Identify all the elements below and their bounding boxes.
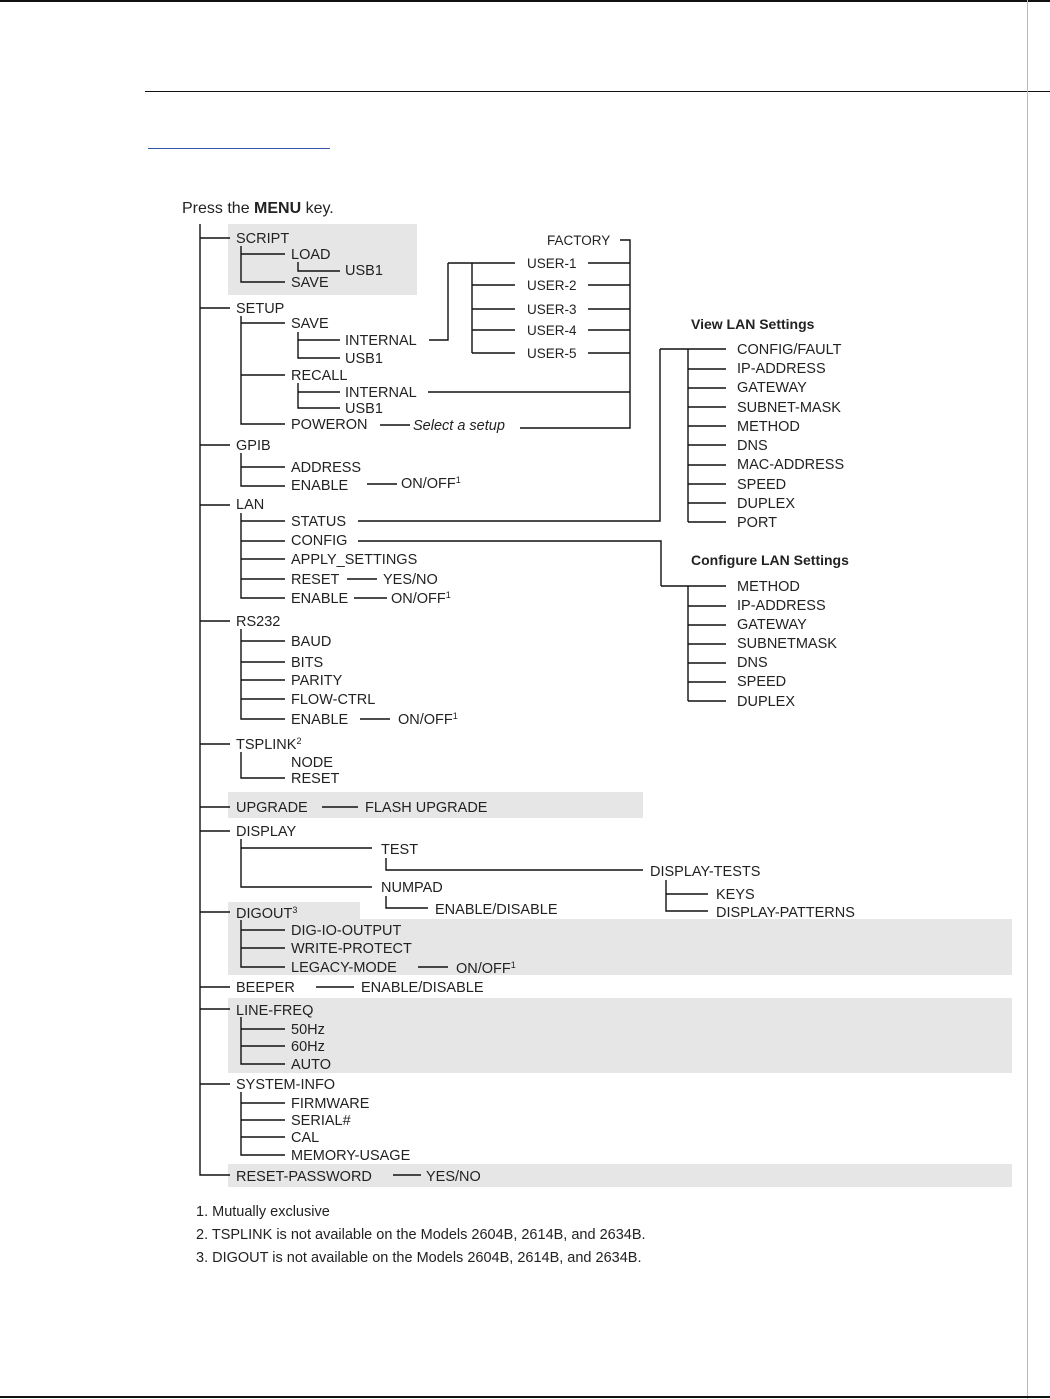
config-lan-item: DNS <box>737 655 768 671</box>
menu-gpib-address: ADDRESS <box>291 460 362 476</box>
view-lan-item: SPEED <box>737 477 787 493</box>
menu-rs232-flow-ctrl: FLOW-CTRL <box>291 692 376 708</box>
menu-serial: SERIAL# <box>291 1113 351 1129</box>
view-lan-item: PORT <box>737 515 778 531</box>
menu-line-freq-50hz: 50Hz <box>291 1022 325 1038</box>
menu-setup: SETUP <box>236 301 285 317</box>
menu-setup-save-usb1: USB1 <box>345 351 383 367</box>
menu-lan-config: CONFIG <box>291 533 348 549</box>
menu-lan-apply-settings: APPLY_SETTINGS <box>291 552 418 568</box>
menu-rs232-enable: ENABLE <box>291 712 349 728</box>
setup-user-4: USER-4 <box>527 323 577 338</box>
menu-rs232-parity: PARITY <box>291 673 343 689</box>
menu-setup-poweron: POWERON <box>291 417 368 433</box>
menu-lan: LAN <box>236 497 265 513</box>
menu-display-test: TEST <box>381 842 419 858</box>
menu-system-info: SYSTEM-INFO <box>236 1077 336 1093</box>
setup-user-2: USER-2 <box>527 278 577 293</box>
menu-display-tests: DISPLAY-TESTS <box>650 864 761 880</box>
setup-user-3: USER-3 <box>527 302 577 317</box>
menu-lan-onoff: ON/OFF$^1$ <box>391 590 451 607</box>
config-lan-item: METHOD <box>737 579 800 595</box>
view-lan-heading: View LAN Settings <box>691 316 815 332</box>
menu-rs232-onoff: ON/OFF$^1$ <box>398 711 458 728</box>
menu-beeper: BEEPER <box>236 980 295 996</box>
setup-user-1: USER-1 <box>527 256 577 271</box>
menu-line-freq-auto: AUTO <box>291 1057 332 1073</box>
menu-legacy-onoff: ON/OFF$^1$ <box>456 960 516 977</box>
menu-script-save: SAVE <box>291 275 329 291</box>
setup-user-5: USER-5 <box>527 346 577 361</box>
select-a-setup: Select a setup <box>413 418 505 434</box>
menu-display: DISPLAY <box>236 824 297 840</box>
config-lan-item: SPEED <box>737 674 787 690</box>
menu-setup-recall: RECALL <box>291 368 348 384</box>
menu-display-patterns: DISPLAY-PATTERNS <box>716 905 855 921</box>
menu-dig-io-output: DIG-IO-OUTPUT <box>291 923 402 939</box>
menu-lan-enable: ENABLE <box>291 591 349 607</box>
config-lan-item: SUBNETMASK <box>737 636 837 652</box>
menu-write-protect: WRITE-PROTECT <box>291 941 412 957</box>
view-lan-item: MAC-ADDRESS <box>737 457 845 473</box>
menu-rs232: RS232 <box>236 614 281 630</box>
setup-factory: FACTORY <box>547 233 611 248</box>
menu-setup-save-internal: INTERNAL <box>345 333 417 349</box>
menu-line-freq-60hz: 60Hz <box>291 1039 325 1055</box>
menu-lan-status: STATUS <box>291 514 347 530</box>
menu-script-usb1: USB1 <box>345 263 383 279</box>
menu-tsplink: TSPLINK$^2$ <box>236 736 302 753</box>
menu-script: SCRIPT <box>236 231 290 247</box>
menu-reset-password-yesno: YES/NO <box>426 1169 481 1185</box>
menu-firmware: FIRMWARE <box>291 1096 370 1112</box>
menu-rs232-bits: BITS <box>291 655 324 671</box>
menu-tsplink-node: NODE <box>291 755 333 771</box>
config-lan-heading: Configure LAN Settings <box>691 552 849 568</box>
menu-reset-password: RESET-PASSWORD <box>236 1169 372 1185</box>
menu-lan-reset-yesno: YES/NO <box>383 572 438 588</box>
menu-script-load: LOAD <box>291 247 331 263</box>
intro-text: Press the MENU key. <box>182 200 334 217</box>
menu-tsplink-reset: RESET <box>291 771 340 787</box>
menu-display-keys: KEYS <box>716 887 755 903</box>
view-lan-item: GATEWAY <box>737 380 807 396</box>
view-lan-item: DNS <box>737 438 768 454</box>
menu-cal: CAL <box>291 1130 320 1146</box>
view-lan-item: IP-ADDRESS <box>737 361 826 377</box>
menu-gpib: GPIB <box>236 438 271 454</box>
menu-beeper-enable-disable: ENABLE/DISABLE <box>361 980 484 996</box>
menu-numpad-enable-disable: ENABLE/DISABLE <box>435 902 558 918</box>
linefreq-shade <box>228 998 1012 1073</box>
menu-rs232-baud: BAUD <box>291 634 332 650</box>
footnote: 2. TSPLINK is not available on the Models 2604B, 2614B, and 2634B. <box>196 1227 646 1243</box>
menu-lan-reset: RESET <box>291 572 340 588</box>
menu-gpib-onoff: ON/OFF$^1$ <box>401 475 461 492</box>
menu-upgrade: UPGRADE <box>236 800 308 816</box>
view-lan-item: METHOD <box>737 419 800 435</box>
config-lan-item: IP-ADDRESS <box>737 598 826 614</box>
menu-setup-recall-usb1: USB1 <box>345 401 383 417</box>
menu-legacy-mode: LEGACY-MODE <box>291 960 397 976</box>
menu-display-numpad: NUMPAD <box>381 880 443 896</box>
view-lan-item: SUBNET-MASK <box>737 400 841 416</box>
footnote: 1. Mutually exclusive <box>196 1204 330 1220</box>
config-lan-item: DUPLEX <box>737 694 796 710</box>
config-lan-item: GATEWAY <box>737 617 807 633</box>
footnote: 3. DIGOUT is not available on the Models 2604B, 2614B, and 2634B. <box>196 1250 642 1266</box>
menu-digout: DIGOUT$^3$ <box>236 905 298 922</box>
menu-gpib-enable: ENABLE <box>291 478 349 494</box>
menu-line-freq: LINE-FREQ <box>236 1003 314 1019</box>
menu-setup-recall-internal: INTERNAL <box>345 385 417 401</box>
view-lan-item: CONFIG/FAULT <box>737 342 842 358</box>
menu-memory-usage: MEMORY-USAGE <box>291 1148 411 1164</box>
menu-flash-upgrade: FLASH UPGRADE <box>365 800 488 816</box>
view-lan-item: DUPLEX <box>737 496 796 512</box>
menu-setup-save: SAVE <box>291 316 329 332</box>
